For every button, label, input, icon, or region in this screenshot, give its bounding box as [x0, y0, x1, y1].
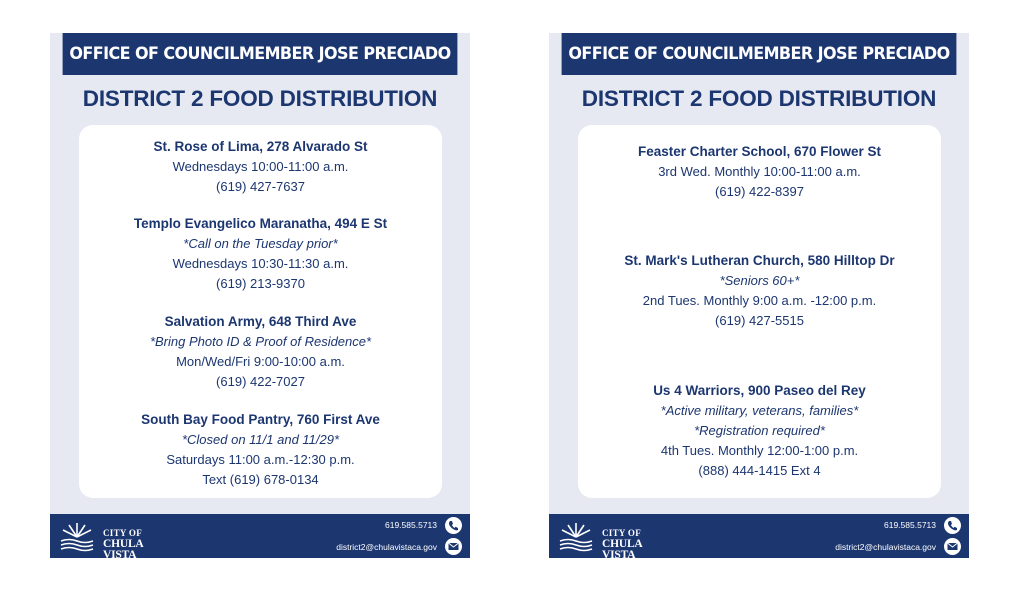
- locations-card: [578, 125, 941, 498]
- location-phone: Text (619) 678-0134: [202, 472, 319, 487]
- location-phone: (619) 213-9370: [216, 276, 305, 291]
- location-phone: (619) 422-7027: [216, 374, 305, 389]
- location-schedule: Mon/Wed/Fri 9:00-10:00 a.m.: [176, 354, 345, 369]
- location-name: St. Mark's Lutheran Church, 580 Hilltop Dr: [624, 253, 895, 268]
- location-name: St. Rose of Lima, 278 Alvarado St: [153, 139, 368, 154]
- flyer-header: OFFICE OF COUNCILMEMBER JOSE PRECIADO: [562, 33, 957, 75]
- location-note: *Registration required*: [694, 423, 825, 438]
- flyer-header: OFFICE OF COUNCILMEMBER JOSE PRECIADO: [63, 33, 458, 75]
- location-phone: (619) 427-7637: [216, 179, 305, 194]
- location-templo-evangelico: [79, 214, 442, 294]
- location-st-marks-lutheran: [578, 251, 941, 331]
- location-us-4-warriors: [578, 381, 941, 481]
- location-feaster-charter-school: [578, 142, 941, 202]
- location-south-bay-food-pantry: [79, 410, 442, 490]
- location-name: Us 4 Warriors, 900 Paseo del Rey: [653, 383, 866, 398]
- sunburst-icon: [58, 519, 100, 553]
- location-st-rose-of-lima: [79, 137, 442, 197]
- location-schedule: 3rd Wed. Monthly 10:00-11:00 a.m.: [658, 164, 861, 179]
- city-logo: [557, 519, 677, 558]
- location-note: *Seniors 60+*: [719, 273, 800, 288]
- location-name: Feaster Charter School, 670 Flower St: [637, 144, 882, 159]
- location-note: *Closed on 11/1 and 11/29*: [181, 432, 340, 447]
- flyer-title: DISTRICT 2 FOOD DISTRIBUTION: [82, 86, 438, 111]
- flyer-title: DISTRICT 2 FOOD DISTRIBUTION: [581, 86, 937, 111]
- phone-icon: [445, 517, 462, 534]
- location-name: South Bay Food Pantry, 760 First Ave: [141, 412, 380, 427]
- contact-email: district2@chulavistaca.gov: [835, 542, 936, 552]
- flyer-footer: [549, 514, 969, 558]
- mail-icon: [944, 538, 961, 555]
- flyer-footer: [50, 514, 470, 558]
- logo-city-of: CITY OF: [103, 528, 143, 538]
- location-name: Templo Evangelico Maranatha, 494 E St: [133, 216, 388, 231]
- location-schedule: Saturdays 11:00 a.m.-12:30 p.m.: [166, 452, 355, 467]
- mail-icon: [445, 538, 462, 555]
- location-note: *Call on the Tuesday prior*: [183, 236, 338, 251]
- logo-city-of: CITY OF: [602, 528, 642, 538]
- location-schedule: Wednesdays 10:00-11:00 a.m.: [172, 159, 349, 174]
- location-salvation-army: [79, 312, 442, 392]
- contact-phone: 619.585.5713: [385, 520, 437, 530]
- location-phone: (888) 444-1415 Ext 4: [698, 463, 821, 478]
- flyer-right: [549, 33, 969, 558]
- location-schedule: 4th Tues. Monthly 12:00-1:00 p.m.: [660, 443, 859, 458]
- location-schedule: Wednesdays 10:30-11:30 a.m.: [172, 256, 349, 271]
- logo-chula-vista: CHULA VISTA: [602, 538, 642, 558]
- location-note: *Bring Photo ID & Proof of Residence*: [149, 334, 372, 349]
- location-phone: (619) 422-8397: [715, 184, 804, 199]
- flyer-left: [50, 33, 470, 558]
- locations-card: [79, 125, 442, 498]
- location-name: Salvation Army, 648 Third Ave: [164, 314, 357, 329]
- location-note: *Active military, veterans, families*: [660, 403, 859, 418]
- logo-chula-vista: CHULA VISTA: [103, 538, 143, 558]
- location-schedule: 2nd Tues. Monthly 9:00 a.m. -12:00 p.m.: [642, 293, 877, 308]
- contact-email: district2@chulavistaca.gov: [336, 542, 437, 552]
- phone-icon: [944, 517, 961, 534]
- location-phone: (619) 427-5515: [715, 313, 804, 328]
- contact-phone: 619.585.5713: [884, 520, 936, 530]
- city-logo: [58, 519, 178, 558]
- sunburst-icon: [557, 519, 599, 553]
